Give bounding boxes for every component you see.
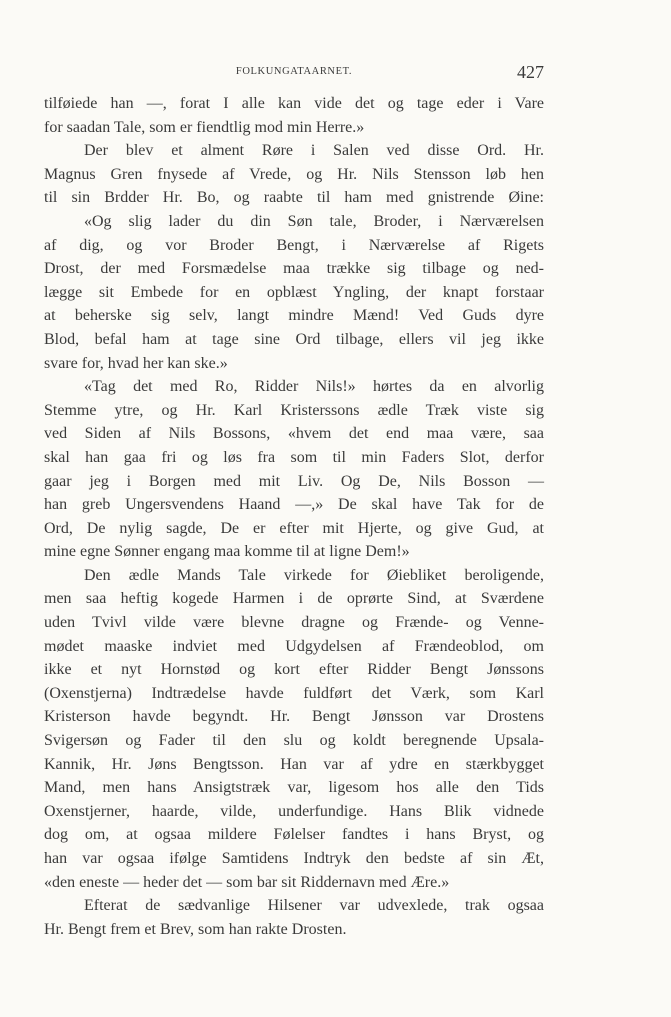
text-line: Oxenstjerner, haarde, vilde, underfundige. Hans Blik vidnede xyxy=(44,802,544,820)
text-line: Mand, men hans Ansigtstræk var, ligesom hos alle den Tids xyxy=(44,779,544,797)
text-line: «Og slig lader du din Søn tale, Broder, i Nærværelsen xyxy=(84,212,544,230)
page-number: 427 xyxy=(517,62,544,82)
text-line: gaar jeg i Borgen med mit Liv. Og De, Nils Bosson — xyxy=(44,472,544,490)
text-line: ikke et nyt Hornstød og kort efter Ridder Bengt Jønssons xyxy=(44,661,544,679)
text-line: dog om, at ogsaa mildere Følelser fandtes i hans Bryst, og xyxy=(44,826,544,844)
text-line: uden Tvivl vilde være blevne dragne og Frænde- og Venne- xyxy=(44,614,544,632)
text-line: lægge sit Embede for en opblæst Yngling, der knapt forstaar xyxy=(44,283,544,301)
text-line: mødet maaske indviet med Udgydelsen af Frændeoblod, om xyxy=(44,637,544,655)
text-line: af dig, og vor Broder Bengt, i Nærværelse af Rigets xyxy=(44,236,544,254)
text-line: «den eneste — heder det — som bar sit Riddernavn med Ære.» xyxy=(44,873,450,891)
text-line: ved Siden af Nils Bossons, «hvem det end maa være, saa xyxy=(44,425,544,443)
text-line: Ord, De nylig sagde, De er efter mit Hjerte, og give Gud, at xyxy=(44,519,544,537)
text-line: til sin Brdder Hr. Bo, og raabte til ham med gnistrende Øine: xyxy=(44,189,544,207)
text-line: at beherske sig selv, langt mindre Mænd! Ved Guds dyre xyxy=(44,307,544,325)
text-line: Den ædle Mands Tale virkede for Øiebliket beroligende, xyxy=(84,566,544,584)
text-line: «Tag det med Ro, Ridder Nils!» hørtes da en alvorlig xyxy=(84,378,544,396)
text-line: han greb Ungersvendens Haand —,» De skal have Tak for de xyxy=(44,496,544,514)
text-line: Drost, der med Forsmædelse maa trække sig tilbage og ned- xyxy=(44,260,544,278)
text-line: Der blev et alment Røre i Salen ved disse Ord. Hr. xyxy=(84,142,544,160)
running-title: FOLKUNGATAARNET. xyxy=(235,66,353,77)
text-line: svare for, hvad her kan ske.» xyxy=(44,354,228,372)
body-text xyxy=(44,92,544,941)
text-line: skal han gaa fri og løs fra som til min Faders Slot, derfor xyxy=(44,448,544,466)
text-line: mine egne Sønner engang maa komme til at ligne Dem!» xyxy=(44,543,410,561)
text-line: Kristerson havde begyndt. Hr. Bengt Jønsson var Drostens xyxy=(44,708,544,726)
text-line: Stemme ytre, og Hr. Karl Kristerssons ædle Træk viste sig xyxy=(44,401,544,419)
page-header xyxy=(44,60,544,88)
text-line: Svigersøn og Fader til den slu og koldt beregnende Upsala- xyxy=(44,732,544,750)
text-line: tilføiede han —, forat I alle kan vide det og tage eder i Vare xyxy=(44,95,544,112)
text-line: (Oxenstjerna) Indtrædelse havde fuldført det Værk, som Karl xyxy=(44,684,544,702)
text-line: Efterat de sædvanlige Hilsener var udvexlede, trak ogsaa xyxy=(84,897,544,915)
text-line: men saa heftig kogede Harmen i de oprørte Sind, at Sværdene xyxy=(44,590,544,608)
text-line: han var ogsaa ifølge Samtidens Indtryk den bedste af sin Æt, xyxy=(44,850,544,867)
text-line: Magnus Gren fnysede af Vrede, og Hr. Nils Stensson løb hen xyxy=(44,165,544,183)
text-line: Hr. Bengt frem et Brev, som han rakte Drosten. xyxy=(44,920,347,938)
text-line: for saadan Tale, som er fiendtlig mod min Herre.» xyxy=(44,118,365,136)
text-line: Blod, befal ham at tage sine Ord tilbage, ellers vil jeg ikke xyxy=(44,330,544,348)
text-line: Kannik, Hr. Jøns Bengtsson. Han var af ydre en stærkbygget xyxy=(44,755,544,773)
